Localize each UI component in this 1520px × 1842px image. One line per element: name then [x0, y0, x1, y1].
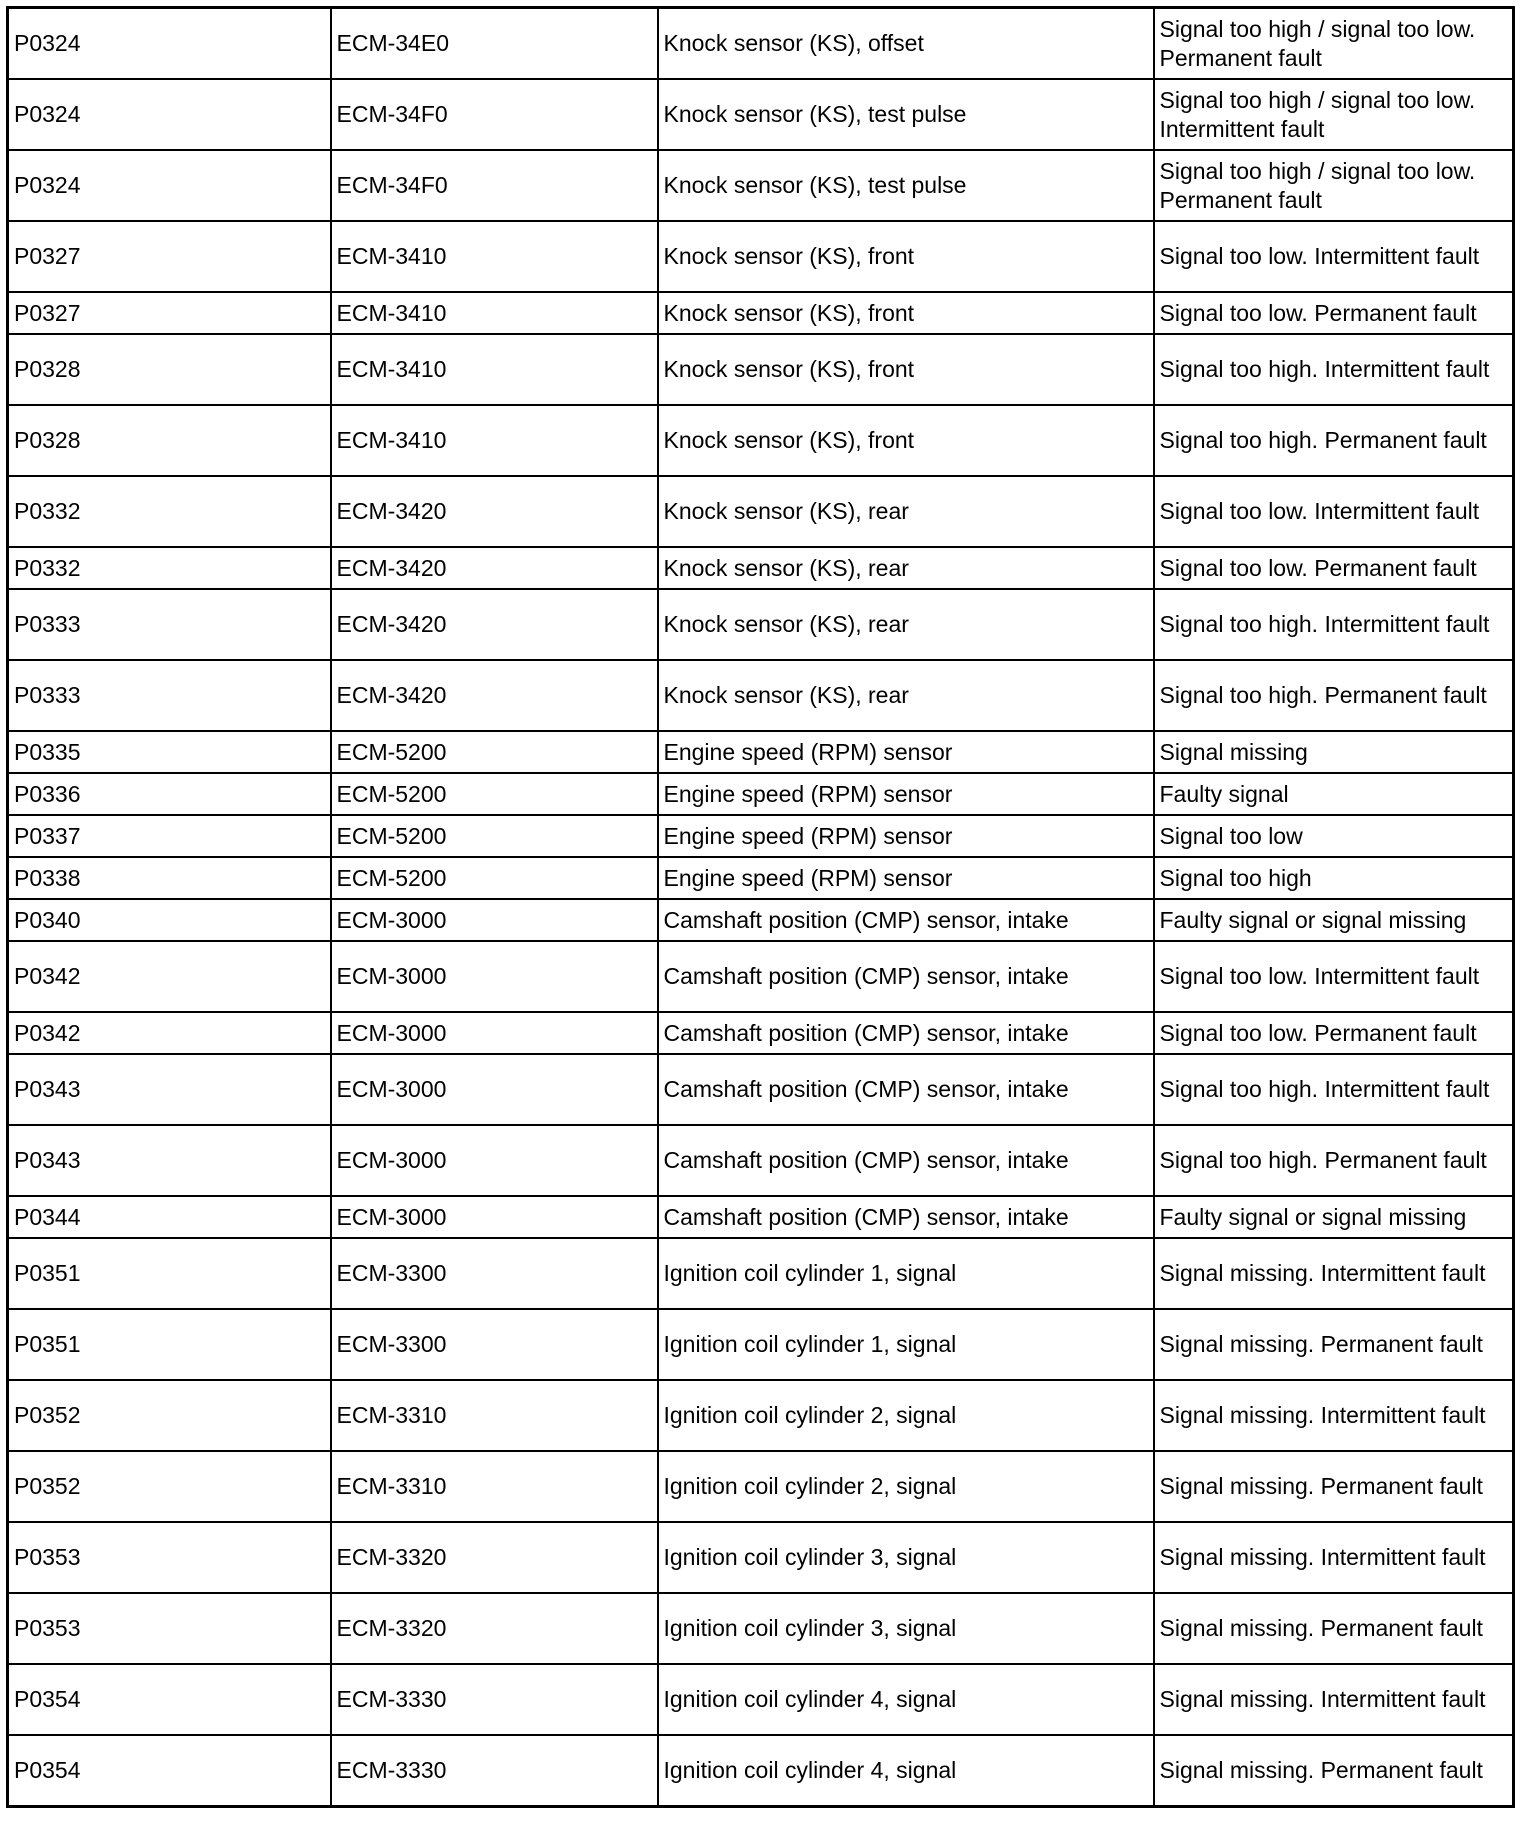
- ecm-code-cell: ECM-5200: [331, 731, 658, 773]
- dtc-code-cell: P0351: [8, 1238, 331, 1309]
- component-cell: Ignition coil cylinder 3, signal: [658, 1522, 1154, 1593]
- dtc-code-cell: P0340: [8, 899, 331, 941]
- dtc-code-cell: P0324: [8, 150, 331, 221]
- dtc-code-cell: P0324: [8, 8, 331, 80]
- component-cell: Ignition coil cylinder 2, signal: [658, 1380, 1154, 1451]
- ecm-code-cell: ECM-3420: [331, 660, 658, 731]
- fault-description-cell: Signal too high. Permanent fault: [1154, 660, 1514, 731]
- fault-description-cell: Signal too low. Permanent fault: [1154, 1012, 1514, 1054]
- dtc-code-cell: P0328: [8, 405, 331, 476]
- ecm-code-cell: ECM-3330: [331, 1735, 658, 1807]
- dtc-code-cell: P0343: [8, 1125, 331, 1196]
- component-cell: Knock sensor (KS), test pulse: [658, 79, 1154, 150]
- table-row: [8, 1012, 1514, 1054]
- fault-description-cell: Signal missing. Intermittent fault: [1154, 1522, 1514, 1593]
- fault-description-cell: Signal too high: [1154, 857, 1514, 899]
- table-row: [8, 857, 1514, 899]
- fault-description-cell: Signal too low. Permanent fault: [1154, 547, 1514, 589]
- ecm-code-cell: ECM-3000: [331, 1125, 658, 1196]
- component-cell: Ignition coil cylinder 4, signal: [658, 1735, 1154, 1807]
- component-cell: Ignition coil cylinder 1, signal: [658, 1238, 1154, 1309]
- ecm-code-cell: ECM-34F0: [331, 150, 658, 221]
- component-cell: Engine speed (RPM) sensor: [658, 731, 1154, 773]
- fault-description-cell: Signal missing. Permanent fault: [1154, 1593, 1514, 1664]
- fault-description-cell: Signal too high. Permanent fault: [1154, 1125, 1514, 1196]
- dtc-code-cell: P0354: [8, 1664, 331, 1735]
- table-row: [8, 1309, 1514, 1380]
- fault-description-cell: Signal missing. Permanent fault: [1154, 1735, 1514, 1807]
- dtc-code-cell: P0353: [8, 1593, 331, 1664]
- fault-description-cell: Signal too high / signal too low. Intermittent fault: [1154, 79, 1514, 150]
- ecm-code-cell: ECM-3310: [331, 1451, 658, 1522]
- dtc-code-cell: P0335: [8, 731, 331, 773]
- table-row: [8, 221, 1514, 292]
- ecm-code-cell: ECM-3000: [331, 1012, 658, 1054]
- table-row: [8, 292, 1514, 334]
- component-cell: Knock sensor (KS), offset: [658, 8, 1154, 80]
- component-cell: Engine speed (RPM) sensor: [658, 815, 1154, 857]
- component-cell: Ignition coil cylinder 4, signal: [658, 1664, 1154, 1735]
- ecm-code-cell: ECM-3410: [331, 334, 658, 405]
- fault-description-cell: Signal too low: [1154, 815, 1514, 857]
- dtc-code-cell: P0324: [8, 79, 331, 150]
- dtc-code-cell: P0328: [8, 334, 331, 405]
- fault-description-cell: Faulty signal or signal missing: [1154, 1196, 1514, 1238]
- table-row: [8, 773, 1514, 815]
- ecm-code-cell: ECM-5200: [331, 857, 658, 899]
- dtc-table: [6, 6, 1515, 1808]
- table-row: [8, 589, 1514, 660]
- fault-description-cell: Signal too low. Intermittent fault: [1154, 221, 1514, 292]
- ecm-code-cell: ECM-3410: [331, 405, 658, 476]
- component-cell: Knock sensor (KS), rear: [658, 589, 1154, 660]
- fault-description-cell: Signal too high. Permanent fault: [1154, 405, 1514, 476]
- component-cell: Camshaft position (CMP) sensor, intake: [658, 941, 1154, 1012]
- ecm-code-cell: ECM-3420: [331, 476, 658, 547]
- fault-description-cell: Signal missing. Intermittent fault: [1154, 1380, 1514, 1451]
- fault-description-cell: Signal too high. Intermittent fault: [1154, 589, 1514, 660]
- table-row: [8, 1593, 1514, 1664]
- dtc-code-cell: P0342: [8, 1012, 331, 1054]
- component-cell: Engine speed (RPM) sensor: [658, 773, 1154, 815]
- fault-description-cell: Signal too low. Intermittent fault: [1154, 941, 1514, 1012]
- dtc-code-cell: P0343: [8, 1054, 331, 1125]
- fault-description-cell: Signal too low. Permanent fault: [1154, 292, 1514, 334]
- table-row: [8, 1196, 1514, 1238]
- table-row: [8, 899, 1514, 941]
- fault-description-cell: Signal too high / signal too low. Permanent fault: [1154, 8, 1514, 80]
- table-row: [8, 8, 1514, 80]
- component-cell: Ignition coil cylinder 2, signal: [658, 1451, 1154, 1522]
- ecm-code-cell: ECM-3410: [331, 292, 658, 334]
- ecm-code-cell: ECM-5200: [331, 815, 658, 857]
- table-row: [8, 1451, 1514, 1522]
- dtc-code-cell: P0333: [8, 589, 331, 660]
- fault-description-cell: Signal too low. Intermittent fault: [1154, 476, 1514, 547]
- fault-description-cell: Signal too high. Intermittent fault: [1154, 334, 1514, 405]
- dtc-code-cell: P0332: [8, 476, 331, 547]
- ecm-code-cell: ECM-3320: [331, 1522, 658, 1593]
- component-cell: Camshaft position (CMP) sensor, intake: [658, 1012, 1154, 1054]
- table-row: [8, 1054, 1514, 1125]
- dtc-code-cell: P0333: [8, 660, 331, 731]
- table-row: [8, 1380, 1514, 1451]
- ecm-code-cell: ECM-3320: [331, 1593, 658, 1664]
- dtc-code-cell: P0352: [8, 1451, 331, 1522]
- dtc-code-cell: P0338: [8, 857, 331, 899]
- component-cell: Knock sensor (KS), rear: [658, 660, 1154, 731]
- table-row: [8, 1522, 1514, 1593]
- dtc-code-cell: P0354: [8, 1735, 331, 1807]
- table-row: [8, 731, 1514, 773]
- ecm-code-cell: ECM-3420: [331, 547, 658, 589]
- fault-description-cell: Signal missing. Intermittent fault: [1154, 1238, 1514, 1309]
- table-row: [8, 150, 1514, 221]
- dtc-code-cell: P0342: [8, 941, 331, 1012]
- ecm-code-cell: ECM-3310: [331, 1380, 658, 1451]
- dtc-table-body: [8, 8, 1514, 1807]
- component-cell: Knock sensor (KS), front: [658, 292, 1154, 334]
- table-row: [8, 660, 1514, 731]
- component-cell: Knock sensor (KS), front: [658, 334, 1154, 405]
- dtc-code-cell: P0327: [8, 221, 331, 292]
- component-cell: Knock sensor (KS), rear: [658, 476, 1154, 547]
- ecm-code-cell: ECM-3000: [331, 941, 658, 1012]
- fault-description-cell: Signal missing. Permanent fault: [1154, 1309, 1514, 1380]
- table-row: [8, 476, 1514, 547]
- ecm-code-cell: ECM-3300: [331, 1238, 658, 1309]
- dtc-code-cell: P0352: [8, 1380, 331, 1451]
- dtc-code-cell: P0332: [8, 547, 331, 589]
- ecm-code-cell: ECM-5200: [331, 773, 658, 815]
- ecm-code-cell: ECM-3300: [331, 1309, 658, 1380]
- table-row: [8, 405, 1514, 476]
- table-row: [8, 79, 1514, 150]
- component-cell: Knock sensor (KS), rear: [658, 547, 1154, 589]
- table-row: [8, 1125, 1514, 1196]
- component-cell: Ignition coil cylinder 1, signal: [658, 1309, 1154, 1380]
- dtc-code-cell: P0337: [8, 815, 331, 857]
- ecm-code-cell: ECM-3330: [331, 1664, 658, 1735]
- fault-description-cell: Signal too high. Intermittent fault: [1154, 1054, 1514, 1125]
- table-row: [8, 941, 1514, 1012]
- table-row: [8, 815, 1514, 857]
- dtc-code-cell: P0336: [8, 773, 331, 815]
- ecm-code-cell: ECM-34F0: [331, 79, 658, 150]
- component-cell: Knock sensor (KS), test pulse: [658, 150, 1154, 221]
- component-cell: Knock sensor (KS), front: [658, 405, 1154, 476]
- component-cell: Knock sensor (KS), front: [658, 221, 1154, 292]
- ecm-code-cell: ECM-3420: [331, 589, 658, 660]
- ecm-code-cell: ECM-3000: [331, 899, 658, 941]
- table-row: [8, 1238, 1514, 1309]
- component-cell: Camshaft position (CMP) sensor, intake: [658, 1196, 1154, 1238]
- table-row: [8, 334, 1514, 405]
- ecm-code-cell: ECM-3000: [331, 1196, 658, 1238]
- component-cell: Engine speed (RPM) sensor: [658, 857, 1154, 899]
- ecm-code-cell: ECM-3000: [331, 1054, 658, 1125]
- component-cell: Ignition coil cylinder 3, signal: [658, 1593, 1154, 1664]
- table-row: [8, 1664, 1514, 1735]
- table-row: [8, 1735, 1514, 1807]
- ecm-code-cell: ECM-3410: [331, 221, 658, 292]
- fault-description-cell: Signal missing. Permanent fault: [1154, 1451, 1514, 1522]
- component-cell: Camshaft position (CMP) sensor, intake: [658, 1125, 1154, 1196]
- dtc-code-cell: P0351: [8, 1309, 331, 1380]
- component-cell: Camshaft position (CMP) sensor, intake: [658, 1054, 1154, 1125]
- component-cell: Camshaft position (CMP) sensor, intake: [658, 899, 1154, 941]
- ecm-code-cell: ECM-34E0: [331, 8, 658, 80]
- table-row: [8, 547, 1514, 589]
- fault-description-cell: Signal missing: [1154, 731, 1514, 773]
- fault-description-cell: Faulty signal or signal missing: [1154, 899, 1514, 941]
- fault-description-cell: Faulty signal: [1154, 773, 1514, 815]
- fault-description-cell: Signal missing. Intermittent fault: [1154, 1664, 1514, 1735]
- dtc-code-cell: P0344: [8, 1196, 331, 1238]
- dtc-code-cell: P0327: [8, 292, 331, 334]
- fault-description-cell: Signal too high / signal too low. Permanent fault: [1154, 150, 1514, 221]
- dtc-code-cell: P0353: [8, 1522, 331, 1593]
